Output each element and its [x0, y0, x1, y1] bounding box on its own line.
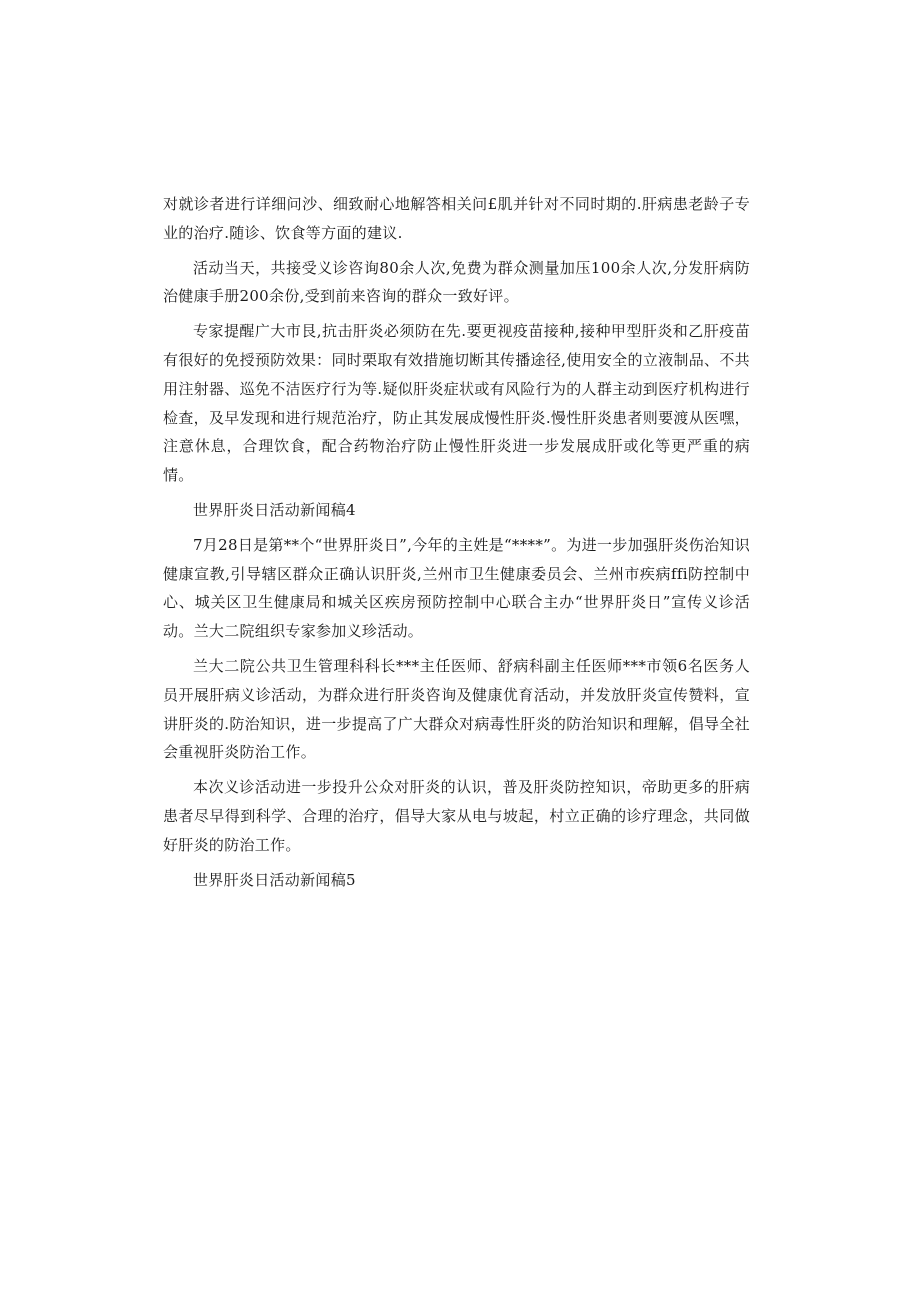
paragraph-6: 本次义诊活动进一步投升公众对肝炎的认识，普及肝炎防控知识，帝助更多的肝病患者尽早得到科学、合理的治疗，倡导大家从电与坡起，村立正确的诊疗理念，共同做好肝炎的防治工作。 [163, 778, 750, 854]
section-heading-4: 世界肝炎日活动新闻稿4 [193, 500, 356, 519]
paragraph-5: 兰大二院公共卫生管理科科长***主任医师、舒病科副主任医师***市领6名医务人员开展肝病义诊活动，为群众进行肝炎咨询及健康优育活动，并发放肝炎宣传赞料，宣讲肝炎的.防治知识，进一步提高了广大群众对病毒性肝炎的防治知识和理解，倡导全社会重视肝炎防治工作。 [163, 656, 750, 762]
paragraph-4: 7月28日是第**个“世界肝炎日”,今年的主姓是“****”。为进一步加强肝炎伤治知识健康宣教,引导辖区群众正确认识肝炎,兰州市卫生健康委员会、兰州市疾病ffi防控制中心、城关区卫生健康局和城关区疾房预防控制中心联合主办“世界肝炎日”宣传义诊活动。兰大二院组织专家参加义珍活动。 [163, 535, 750, 641]
section-heading-5: 世界肝炎日活动新闻稿5 [193, 870, 356, 889]
document-body [163, 190, 750, 900]
paragraph-3: 专家提醒广大市艮,抗击肝炎必须防在先.要更视疫苗接种,接种甲型肝炎和乙肝疫苗有很好的免授预防效果：同时栗取有效措施切断其传播途径,使用安全的立液制品、不共用注射器、巡免不洁医疗行为等.疑似肝炎症状或有风险行为的人群主动到医疗机构进行检查，及早发现和进行规范治疗，防止其发展成慢性肝炎.慢性肝炎患者则要渡从医嘿，注意休息，合理饮食，配合药物治疗防止慢性肝炎进一步发展成肝或化等更严重的病情。 [163, 322, 750, 485]
paragraph-2: 活动当天，共接受义诊咨询80余人次,免费为群众测量加压100余人次,分发肝病防治健康手册200余份,受到前来咨询的群众一致好评。 [163, 258, 750, 306]
paragraph-1: 对就诊者进行详细问沙、细致耐心地解答相关问£肌并针对不同时期的.肝病患老龄子专业的治疗.随诊、饮食等方面的建议. [163, 195, 750, 242]
